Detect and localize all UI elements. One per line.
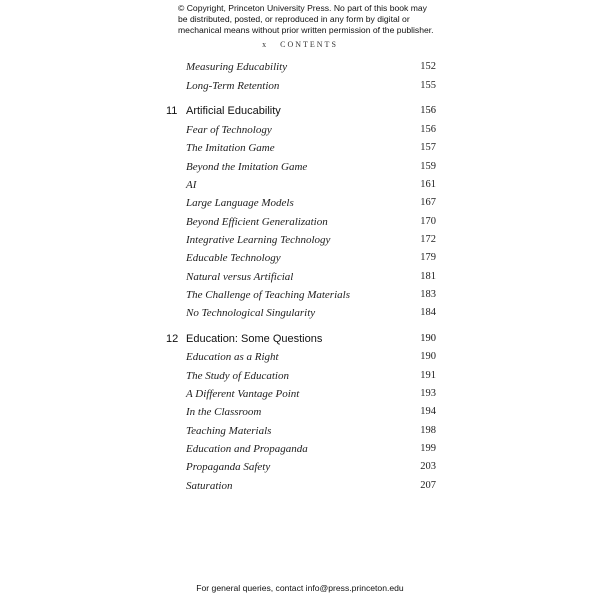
- toc-entry-title: The Imitation Game: [186, 142, 275, 154]
- toc-entry-page: 167: [420, 197, 436, 208]
- running-head-title: CONTENTS: [280, 40, 338, 49]
- toc-entry: [186, 177, 436, 193]
- chapter-number: 11: [166, 105, 178, 117]
- toc-entry: [186, 250, 436, 266]
- toc-entry-title: Integrative Learning Technology: [186, 234, 331, 246]
- toc-entry-title: The Study of Education: [186, 370, 289, 382]
- toc-entry-page: 155: [420, 80, 436, 91]
- toc-entry-page: 152: [420, 61, 436, 72]
- toc-entry-title: In the Classroom: [186, 406, 262, 418]
- toc-entry: [186, 269, 436, 285]
- toc-entry: [186, 122, 436, 138]
- toc-entry-page: 198: [420, 425, 436, 436]
- toc-entry: [186, 232, 436, 248]
- chapter-number: 12: [166, 333, 179, 345]
- toc-entry-page: 194: [420, 406, 436, 417]
- toc-entry-title: Education as a Right: [186, 351, 279, 363]
- toc-entry-page: 199: [420, 443, 436, 454]
- toc-entry-page: 179: [420, 252, 436, 263]
- toc-entry: [186, 195, 436, 211]
- toc-entry-page: 172: [420, 234, 436, 245]
- toc-entry-title: A Different Vantage Point: [186, 388, 300, 400]
- toc-entry: [186, 140, 436, 156]
- toc-entry: [186, 78, 436, 94]
- toc-entry: [186, 441, 436, 457]
- toc-entry-page: 184: [420, 307, 436, 318]
- toc-entry: [186, 159, 436, 175]
- toc-entry: [186, 287, 436, 303]
- toc-entry: [186, 423, 436, 439]
- toc-entry-page: 203: [420, 461, 436, 472]
- toc-entry-page: 190: [420, 351, 436, 362]
- toc-entry-page: 207: [420, 480, 436, 491]
- toc-entry-title: Education and Propaganda: [186, 443, 308, 455]
- toc-entry-title: The Challenge of Teaching Materials: [186, 289, 350, 301]
- toc-entry: [186, 459, 436, 475]
- toc-entry: [186, 386, 436, 402]
- toc-entry-page: 156: [420, 124, 436, 135]
- toc-entry-page: 159: [420, 161, 436, 172]
- toc-entry-page: 191: [420, 370, 436, 381]
- toc-entry: [186, 305, 436, 321]
- chapter-title: Education: Some Questions: [186, 333, 323, 345]
- toc-entry-page: 193: [420, 388, 436, 399]
- toc-chapter-11: [166, 102, 436, 120]
- toc-entry-title: Beyond the Imitation Game: [186, 161, 308, 173]
- toc-entry-page: 183: [420, 289, 436, 300]
- toc-entry-page: 170: [420, 216, 436, 227]
- toc-entry-title: Measuring Educability: [186, 61, 288, 73]
- toc-entry-title: Large Language Models: [186, 197, 294, 209]
- toc-entry: [186, 478, 436, 494]
- toc-entry-title: AI: [186, 179, 197, 191]
- toc-entry: [186, 349, 436, 365]
- footer-contact: For general queries, contact info@press.princeton.edu: [196, 583, 404, 593]
- toc-chapter-12: [166, 330, 436, 348]
- running-head-page-number: x: [262, 40, 269, 49]
- toc-entry: [186, 404, 436, 420]
- toc-entry-title: Fear of Technology: [186, 124, 272, 136]
- toc-entry-title: Natural versus Artificial: [186, 271, 294, 283]
- toc-entry-page: 181: [420, 271, 436, 282]
- chapter-page: 190: [420, 333, 436, 344]
- toc-entry-title: Teaching Materials: [186, 425, 272, 437]
- toc-entry-title: Saturation: [186, 480, 233, 492]
- toc-entry: [186, 214, 436, 230]
- toc-entry-title: Propaganda Safety: [186, 461, 271, 473]
- toc-entry-title: Long-Term Retention: [186, 80, 280, 92]
- toc-entry-title: Beyond Efficient Generalization: [186, 216, 328, 228]
- toc-entry-title: No Technological Singularity: [186, 307, 316, 319]
- chapter-page: 156: [420, 105, 436, 116]
- copyright-notice: © Copyright, Princeton University Press. No part of this book may be distributed, posted, or reproduced in any form by digital or mechanical means without prior written permission of the publisher.: [178, 3, 434, 35]
- toc-entry-page: 161: [420, 179, 436, 190]
- toc-entry-page: 157: [420, 142, 436, 153]
- toc-entry-title: Educable Technology: [186, 252, 281, 264]
- toc-entry: [186, 368, 436, 384]
- chapter-title: Artificial Educability: [186, 105, 281, 117]
- toc-entry: [186, 59, 436, 75]
